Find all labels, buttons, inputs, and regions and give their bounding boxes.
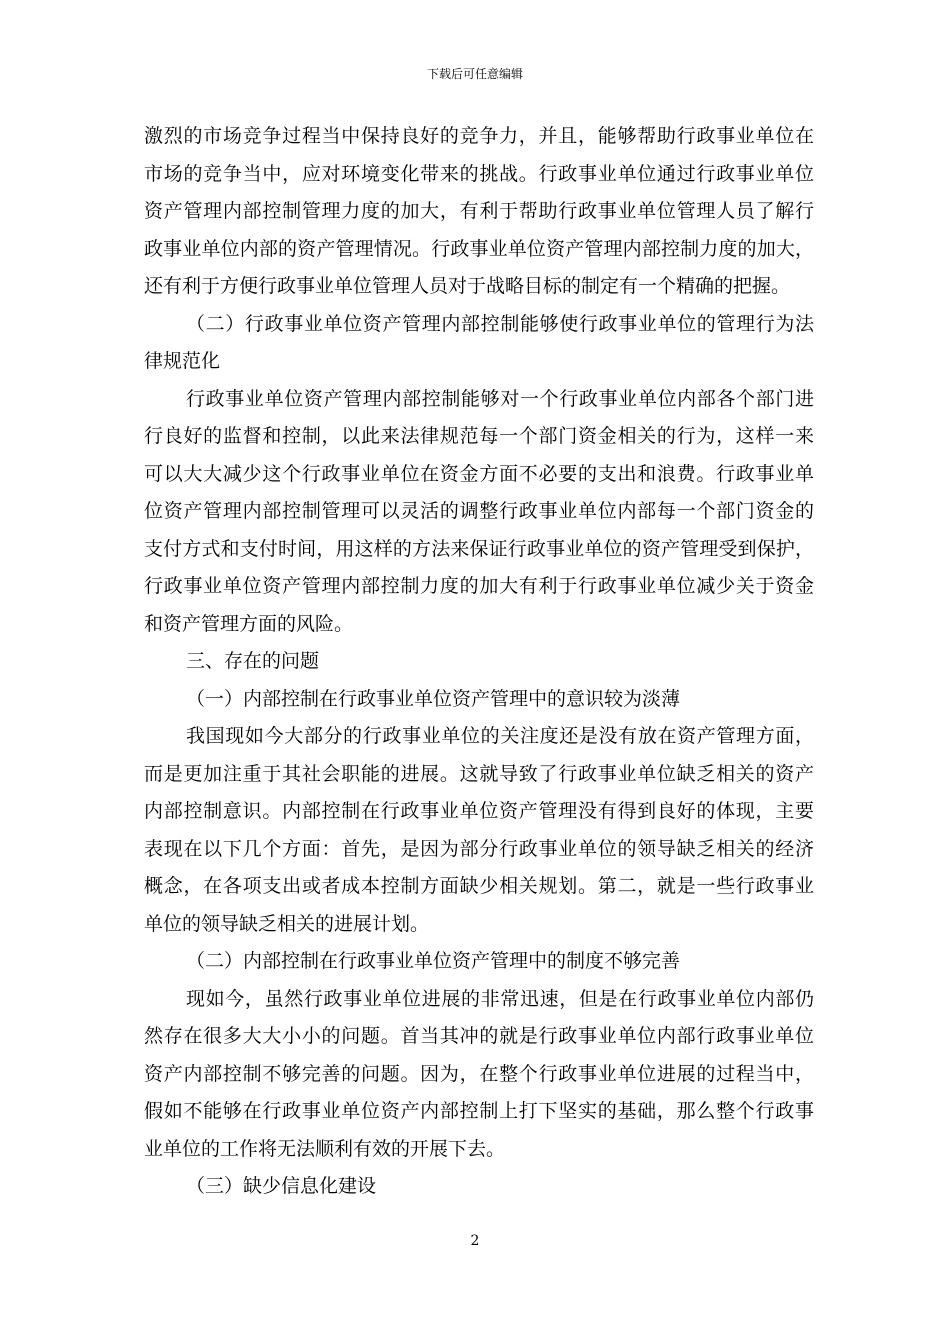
text-line: 现如今，虽然行政事业单位进展的非常迅速，但是在行政事业单位内部仍	[186, 987, 814, 1010]
text-line: 位资产管理内部控制管理可以灵活的调整行政事业单位内部每一个部门资金的	[144, 500, 814, 522]
text-line: 支付方式和支付时间，用这样的方法来保证行政事业单位的资产管理受到保护，	[144, 537, 814, 560]
document-body	[144, 118, 814, 1206]
text-line: （一）内部控制在行政事业单位资产管理中的意识较为淡薄	[186, 687, 681, 710]
text-line: 行政事业单位资产管理内部控制能够对一个行政事业单位内部各个部门进	[186, 387, 814, 410]
text-line: 可以大大减少这个行政事业单位在资金方面不必要的支出和浪费。行政事业单	[144, 462, 814, 485]
text-line: 还有利于方便行政事业单位管理人员对于战略目标的制定有一个精确的把握。	[144, 275, 791, 297]
text-line: 单位的领导缺乏相关的进展计划。	[144, 912, 430, 935]
text-line: 然存在很多大大小小的问题。首当其冲的就是行政事业单位内部行政事业单位	[144, 1025, 814, 1047]
page-number: 2	[470, 1233, 480, 1249]
text-line: 行政事业单位资产管理内部控制力度的加大有利于行政事业单位减少关于资金	[144, 575, 814, 597]
text-line: 假如不能够在行政事业单位资产内部控制上打下坚实的基础，那么整个行政事	[144, 1100, 814, 1122]
text-line: 资产管理内部控制管理力度的加大，有利于帮助行政事业单位管理人员了解行	[144, 200, 814, 222]
text-line: 内部控制意识。内部控制在行政事业单位资产管理没有得到良好的体现，主要	[144, 800, 814, 822]
text-line: 激烈的市场竞争过程当中保持良好的竞争力，并且，能够帮助行政事业单位在	[144, 125, 814, 147]
text-line: 市场的竞争当中，应对环境变化带来的挑战。行政事业单位通过行政事业单位	[144, 162, 814, 185]
text-line: （三）缺少信息化建设	[186, 1175, 377, 1197]
text-line: 表现在以下几个方面：首先，是因为部分行政事业单位的领导缺乏相关的经济	[144, 837, 814, 860]
text-line: 三、存在的问题	[186, 650, 320, 672]
text-line: 而是更加注重于其社会职能的进展。这就导致了行政事业单位缺乏相关的资产	[144, 762, 814, 785]
text-line: 行良好的监督和控制，以此来法律规范每一个部门资金相关的行为，这样一来	[144, 425, 814, 447]
text-line: 概念，在各项支出或者成本控制方面缺少相关规划。第二，就是一些行政事业	[144, 875, 814, 897]
text-line: （二）内部控制在行政事业单位资产管理中的制度不够完善	[186, 950, 681, 972]
text-line: 政事业单位内部的资产管理情况。行政事业单位资产管理内部控制力度的加大，	[144, 237, 814, 260]
text-line: 资产内部控制不够完善的问题。因为，在整个行政事业单位进展的过程当中，	[144, 1062, 814, 1085]
text-line: （二）行政事业单位资产管理内部控制能够使行政事业单位的管理行为法	[186, 312, 814, 335]
text-line: 和资产管理方面的风险。	[144, 612, 354, 635]
page-header: 下载后可任意编辑	[426, 67, 523, 81]
text-line: 业单位的工作将无法顺利有效的开展下去。	[144, 1137, 506, 1160]
text-line: 我国现如今大部分的行政事业单位的关注度还是没有放在资产管理方面，	[186, 725, 814, 747]
text-line: 律规范化	[144, 350, 221, 372]
